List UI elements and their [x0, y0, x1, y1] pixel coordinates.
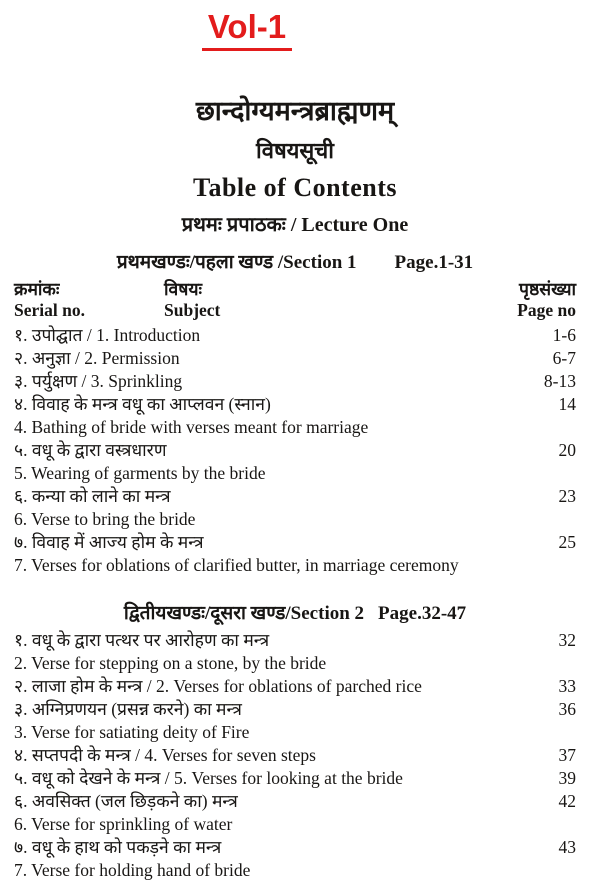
toc-row: [14, 698, 576, 721]
toc-row: [14, 767, 576, 790]
toc-row: [14, 790, 576, 813]
toc-entry-text: १. उपोद्घात / 1. Introduction: [14, 324, 201, 345]
toc-row: [14, 744, 576, 767]
toc-entry-translation: 6. Verse for sprinkling of water: [14, 813, 233, 834]
toc-row: [14, 836, 576, 859]
section-2-title: द्वितीयखण्डः/दूसरा खण्ड/Section 2: [123, 602, 365, 624]
toc-entry-translation: 5. Wearing of garments by the bride: [14, 462, 266, 483]
toc-entry-translation: 7. Verses for oblations of clarified butter, in marriage ceremony: [14, 554, 459, 575]
toc-entry-text: १. वधू के द्वारा पत्थर पर आरोहण का मन्त्र: [14, 629, 270, 650]
toc-entry-text: ५. वधू को देखने के मन्त्र / 5. Verses for looking at the bride: [14, 767, 403, 788]
toc-entry-text: ७. विवाह में आज्य होम के मन्त्र: [14, 531, 204, 552]
toc-entry-page: 43: [558, 836, 576, 857]
section-2-entries: [14, 629, 576, 882]
section-1-page-range: Page.1-31: [394, 251, 474, 273]
toc-entry-text: २. अनुज्ञा / 2. Permission: [14, 347, 180, 368]
page-title: Table of Contents: [192, 172, 397, 202]
subject-header-eng: Subject: [164, 299, 221, 320]
toc-entry-text: ५. वधू के द्वारा वस्त्रधारण: [14, 439, 167, 460]
section-2-page-range: Page.32-47: [378, 602, 467, 624]
contents-subtitle-devanagari: विषयसूची: [256, 137, 334, 163]
toc-entry-text: ३. अग्निप्रणयन (प्रसन्न करने) का मन्त्र: [14, 698, 242, 719]
toc-entry-text: २. लाजा होम के मन्त्र / 2. Verses for oblations of parched rice: [14, 675, 422, 696]
toc-entry-page: 33: [558, 675, 576, 696]
column-headers-english: [14, 300, 576, 321]
toc-entry-text: ७. वधू के हाथ को पकड़ने का मन्त्र: [14, 836, 222, 857]
toc-row: [14, 485, 576, 508]
toc-row: [14, 531, 576, 554]
serial-header-eng: Serial no.: [14, 299, 85, 320]
toc-entry-page: 25: [558, 531, 576, 552]
toc-entry-page: 20: [558, 439, 576, 460]
toc-entry-translation: 2. Verse for stepping on a stone, by the bride: [14, 652, 327, 673]
toc-entry-page: 36: [558, 698, 576, 719]
page-header-dev: पृष्ठसंख्या: [519, 278, 576, 299]
toc-entry-text: ४. सप्तपदी के मन्त्र / 4. Verses for seven steps: [14, 744, 316, 765]
toc-row: [14, 393, 576, 416]
toc-entry-translation: 4. Bathing of bride with verses meant for marriage: [14, 416, 369, 437]
column-headers: [14, 279, 576, 321]
toc-row: [14, 370, 576, 393]
book-title-devanagari: छान्दोग्यमन्त्रब्राह्मणम्: [195, 96, 395, 126]
toc-entry-page: 23: [558, 485, 576, 506]
toc-entry-page: 8-13: [543, 370, 576, 391]
toc-entry-page: 37: [558, 744, 576, 765]
toc-entry-text: ६. कन्या को लाने का मन्त्र: [14, 485, 171, 506]
toc-entry-translation: 6. Verse to bring the bride: [14, 508, 196, 529]
section-1-entries: [14, 324, 576, 577]
toc-entry-page: 32: [558, 629, 576, 650]
serial-header-dev: क्रमांकः: [14, 278, 60, 299]
toc-entry-page: 14: [558, 393, 576, 414]
section-1-heading: [14, 248, 576, 274]
toc-row: [14, 324, 576, 347]
section-1-title: प्रथमखण्डः/पहला खण्ड /Section 1: [116, 251, 357, 273]
toc-row: [14, 629, 576, 652]
subject-header-dev: विषयः: [164, 278, 203, 299]
column-headers-devanagari: [14, 279, 576, 300]
page-header-eng: Page no: [517, 299, 576, 320]
volume-label: Vol-1: [14, 8, 576, 51]
toc-entry-page: 39: [558, 767, 576, 788]
toc-entry-text: ३. पर्युक्षण / 3. Sprinkling: [14, 370, 183, 391]
section-2-heading: [14, 599, 576, 625]
toc-entry-translation: 7. Verse for holding hand of bride: [14, 859, 251, 880]
toc-entry-text: ४. विवाह के मन्त्र वधू का आप्लवन (स्नान): [14, 393, 271, 414]
toc-row: [14, 347, 576, 370]
toc-entry-page: 6-7: [552, 347, 576, 368]
toc-entry-text: ६. अवसिक्त (जल छिड़कने का) मन्त्र: [14, 790, 238, 811]
toc-entry-translation: 3. Verse for satiating deity of Fire: [14, 721, 250, 742]
toc-row: [14, 675, 576, 698]
toc-entry-page: 1-6: [552, 324, 576, 345]
toc-entry-page: 42: [558, 790, 576, 811]
lecture-heading: प्रथमः प्रपाठकः / Lecture One: [181, 213, 409, 236]
toc-row: [14, 439, 576, 462]
